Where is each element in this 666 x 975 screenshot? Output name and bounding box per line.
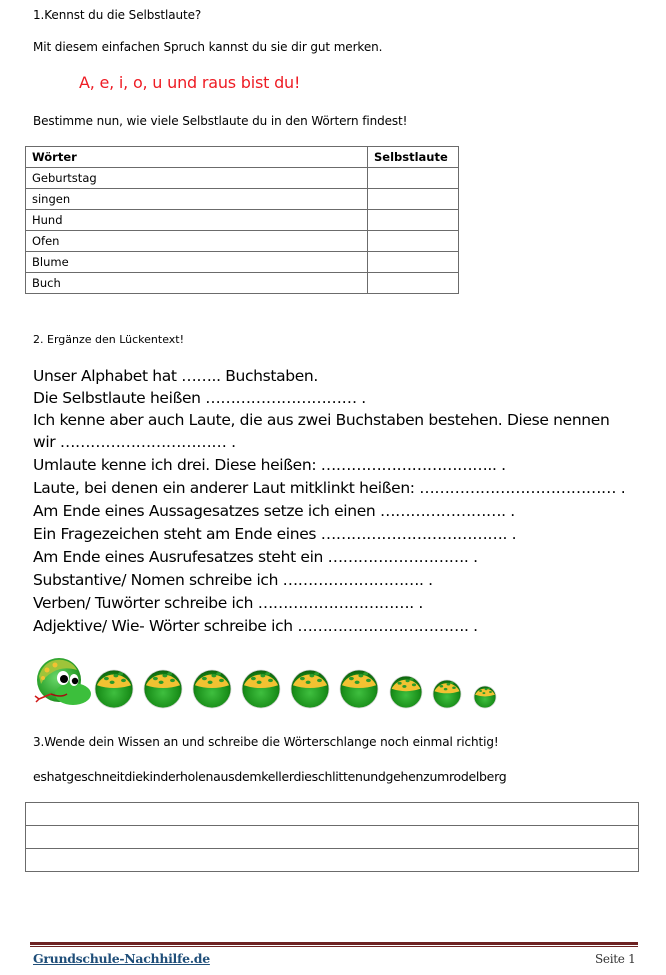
word-snake-text: eshatgeschneitdiekinderholenausdemkellerdieschlittenundgehenzumrodelberg: [33, 769, 507, 784]
section2-title: 2. Ergänze den Lückentext!: [33, 333, 185, 346]
cloze-line: Ich kenne aber auch Laute, die aus zwei Buchstaben bestehen. Diese nennen: [33, 411, 610, 429]
table-row: [26, 273, 459, 294]
table-header-row: [26, 147, 459, 168]
snake-segment: [242, 670, 280, 708]
answer-line[interactable]: [26, 803, 639, 826]
snake-segment: [291, 670, 329, 708]
snake-segment: [193, 670, 231, 708]
section1-instruction: Bestimme nun, wie viele Selbstlaute du in den Wörtern findest!: [33, 114, 408, 128]
word-cell: Geburtstag: [26, 168, 368, 189]
cloze-line: Unser Alphabet hat …….. Buchstaben.: [33, 367, 318, 385]
section1-title: 1.Kennst du die Selbstlaute?: [33, 8, 202, 22]
cloze-line: Umlaute kenne ich drei. Diese heißen: …………………………….. .: [33, 456, 506, 474]
vowel-count-table: [25, 146, 459, 294]
answer-line[interactable]: [26, 826, 639, 849]
site-link[interactable]: Grundschule-Nachhilfe.de: [33, 951, 210, 966]
answer-lines: [25, 802, 639, 872]
cloze-line: Verben/ Tuwörter schreibe ich …………………………. .: [33, 594, 423, 612]
vowel-count-cell[interactable]: [368, 210, 459, 231]
header-vowels: Selbstlaute: [368, 147, 459, 168]
snake-segment: [95, 670, 133, 708]
word-cell: Buch: [26, 273, 368, 294]
cloze-line: Laute, bei denen ein anderer Laut mitklinkt heißen: ………………………………… .: [33, 479, 626, 497]
cloze-line: Die Selbstlaute heißen ………………………… .: [33, 389, 366, 407]
snake-segment: [144, 670, 182, 708]
vowel-count-cell[interactable]: [368, 273, 459, 294]
footer-divider-thin: [30, 946, 638, 947]
snake-illustration: [33, 656, 513, 712]
word-cell: Ofen: [26, 231, 368, 252]
snake-head-icon: [35, 658, 91, 705]
word-cell: Blume: [26, 252, 368, 273]
cloze-line: wir …………………………… .: [33, 433, 236, 451]
section1-intro: Mit diesem einfachen Spruch kannst du sie dir gut merken.: [33, 40, 383, 54]
cloze-line: Ein Fragezeichen steht am Ende eines ………………………………. .: [33, 525, 517, 543]
vowel-rhyme: A, e, i, o, u und raus bist du!: [79, 73, 301, 92]
answer-line[interactable]: [26, 849, 639, 872]
vowel-count-cell[interactable]: [368, 168, 459, 189]
table-row: [26, 189, 459, 210]
vowel-count-cell[interactable]: [368, 189, 459, 210]
snake-segment: [433, 680, 461, 708]
section3-title: 3.Wende dein Wissen an und schreibe die Wörterschlange noch einmal richtig!: [33, 735, 499, 749]
snake-segment: [474, 686, 496, 708]
vowel-count-cell[interactable]: [368, 231, 459, 252]
table-row: [26, 168, 459, 189]
page-number: Seite 1: [595, 952, 636, 966]
cloze-line: Substantive/ Nomen schreibe ich ………………………. .: [33, 571, 433, 589]
table-row: [26, 231, 459, 252]
vowel-count-cell[interactable]: [368, 252, 459, 273]
header-words: Wörter: [26, 147, 368, 168]
snake-segment: [340, 670, 378, 708]
cloze-line: Am Ende eines Aussagesatzes setze ich einen ……………………. .: [33, 502, 515, 520]
footer-divider: [30, 942, 638, 945]
cloze-line: Adjektive/ Wie- Wörter schreibe ich ……………………………. .: [33, 617, 478, 635]
table-row: [26, 210, 459, 231]
cloze-line: Am Ende eines Ausrufesatzes steht ein ………………………. .: [33, 548, 478, 566]
table-row: [26, 252, 459, 273]
word-cell: Hund: [26, 210, 368, 231]
snake-segment: [390, 676, 422, 708]
word-cell: singen: [26, 189, 368, 210]
